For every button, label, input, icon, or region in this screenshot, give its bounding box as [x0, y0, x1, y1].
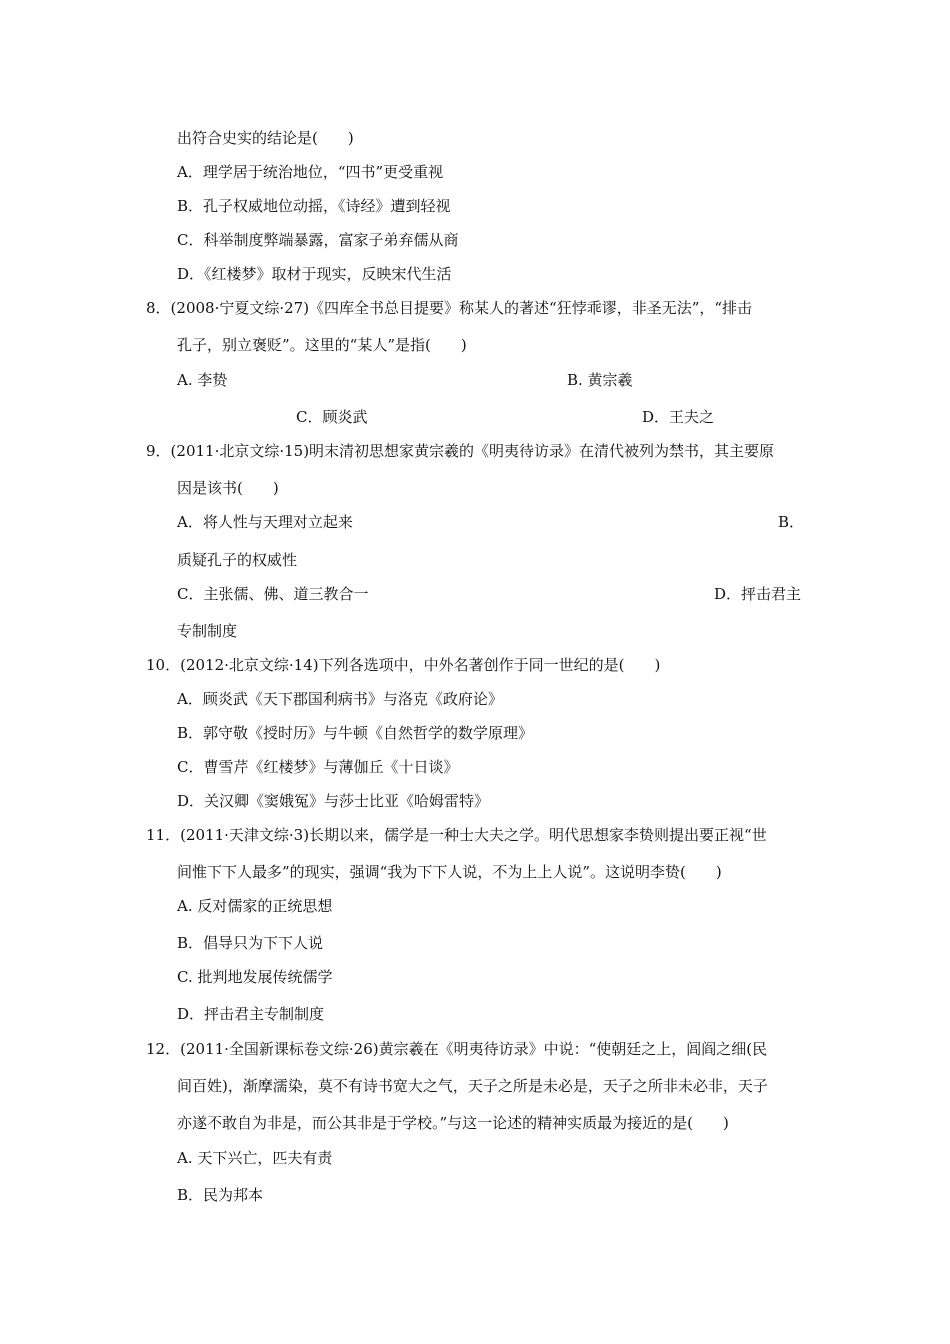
q11-stem-line1: 11．(2011·天津文综·3)长期以来，儒学是一种士大夫之学。明代思想家李贽则提出要正视“世 — [146, 826, 767, 844]
q8-option-a: A. 李贽 — [177, 371, 228, 389]
q12-option-a: A. 天下兴亡，匹夫有责 — [177, 1149, 333, 1167]
q11-option-a: A. 反对儒家的正统思想 — [177, 897, 333, 915]
q12-stem-line1: 12．(2011·全国新课标卷文综·26)黄宗羲在《明夷待访录》中说：“使朝廷之上，闾阎之细(民 — [146, 1040, 768, 1058]
q7-option-d: D．《红楼梦》取材于现实，反映宋代生活 — [177, 265, 452, 283]
q11-stem-line2: 间惟下下人最多”的现实，强调“我为下下人说，不为上上人说”。这说明李贽( ) — [177, 863, 722, 881]
q9-stem-line2: 因是该书( ) — [177, 479, 279, 497]
q10-option-d: D．关汉卿《窦娥冤》与莎士比亚《哈姆雷特》 — [177, 792, 490, 810]
q9-option-a: A．将人性与天理对立起来 — [177, 513, 353, 531]
q8-option-b: B. 黄宗羲 — [567, 371, 633, 389]
q8-option-c: C．顾炎武 — [296, 408, 368, 426]
q7-option-b: B．孔子权威地位动摇，《诗经》遭到轻视 — [177, 197, 451, 215]
q12-stem-line2: 间百姓)，渐摩濡染，莫不有诗书宽大之气，天子之所是未必是，天子之所非未必非，天子 — [177, 1077, 768, 1095]
q11-option-b: B．倡导只为下下人说 — [177, 934, 324, 952]
q9-option-d-tail: 专制制度 — [177, 622, 238, 640]
q8-stem-line1: 8．(2008·宁夏文综·27)《四库全书总目提要》称某人的著述“狂悖乖谬，非圣无法”，“排击 — [146, 299, 753, 317]
q8-stem-line2: 孔子，别立褒贬”。这里的“某人”是指( ) — [177, 336, 467, 354]
q7-option-a: A．理学居于统治地位，“四书”更受重视 — [177, 163, 444, 181]
q9-stem-line1: 9．(2011·北京文综·15)明末清初思想家黄宗羲的《明夷待访录》在清代被列为禁书，其主要原 — [146, 442, 775, 460]
q11-option-c: C. 批判地发展传统儒学 — [177, 968, 333, 986]
q7-stem-tail: 出符合史实的结论是( ) — [177, 129, 354, 147]
q9-option-b-text: 质疑孔子的权威性 — [177, 551, 298, 569]
q8-option-d: D．王夫之 — [642, 408, 715, 426]
q10-option-a: A．顾炎武《天下郡国利病书》与洛克《政府论》 — [177, 690, 503, 708]
q11-option-d: D．抨击君主专制制度 — [177, 1005, 325, 1023]
q7-option-c: C．科举制度弊端暴露，富家子弟弃儒从商 — [177, 231, 459, 249]
q9-option-c: C．主张儒、佛、道三教合一 — [177, 585, 369, 603]
q12-stem-line3: 亦遂不敢自为非是，而公其非是于学校。”与这一论述的精神实质最为接近的是( ) — [177, 1114, 729, 1132]
q12-option-b: B．民为邦本 — [177, 1186, 264, 1204]
q10-option-b: B．郭守敬《授时历》与牛顿《自然哲学的数学原理》 — [177, 724, 534, 742]
q10-stem: 10．(2012·北京文综·14)下列各选项中，中外名著创作于同一世纪的是( ) — [146, 656, 661, 674]
q9-option-d-head: D．抨击君主 — [714, 585, 802, 603]
q10-option-c: C．曹雪芹《红楼梦》与薄伽丘《十日谈》 — [177, 758, 459, 776]
q9-option-b-letter: B． — [778, 513, 805, 531]
